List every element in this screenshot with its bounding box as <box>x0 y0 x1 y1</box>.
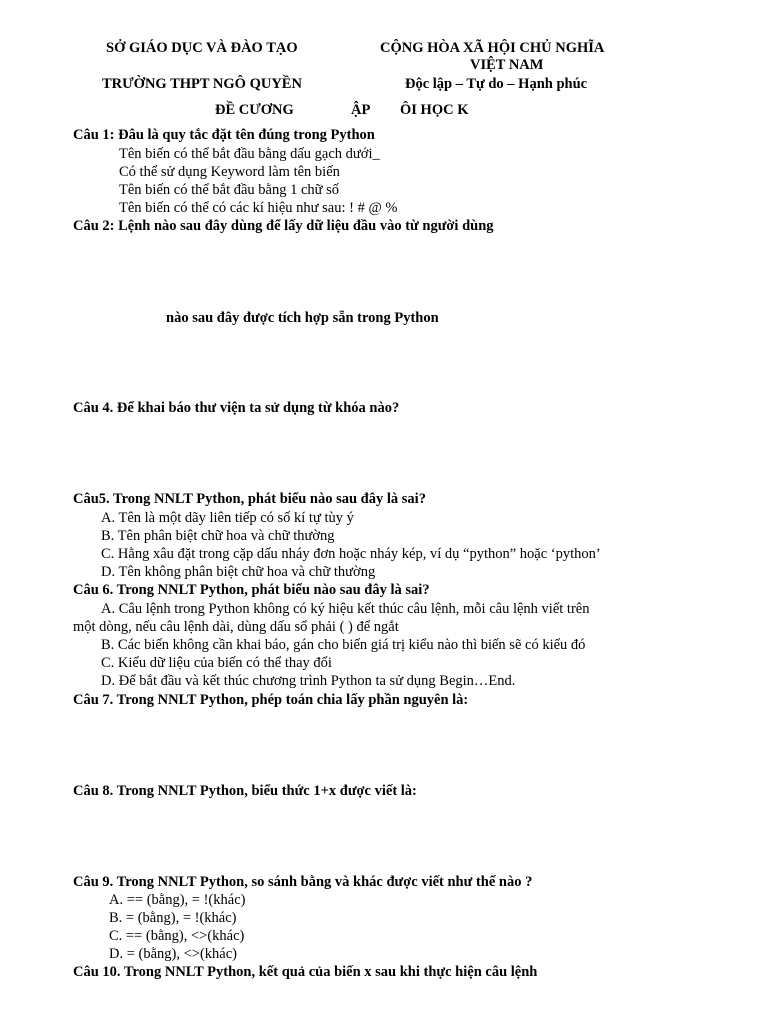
document-title-part2: ẬP <box>351 102 371 118</box>
question-5-option: C. Hằng xâu đặt trong cặp dấu nháy đơn hoặc nháy kép, ví dụ “python” hoặc ‘python’ <box>101 546 601 562</box>
question-5-option: A. Tên là một dãy liên tiếp có số kí tự tùy ý <box>101 510 354 526</box>
question-10-title: Câu 10. Trong NNLT Python, kết quả của biến x sau khi thực hiện câu lệnh <box>73 964 538 980</box>
document-title-part3: ÔI HỌC K <box>400 102 469 118</box>
question-6-option-a-continued: một dòng, nếu câu lệnh dài, dùng dấu sổ phải ( ) để ngắt <box>73 619 399 635</box>
national-motto: Độc lập – Tự do – Hạnh phúc <box>405 76 588 92</box>
national-title: CỘNG HÒA XÃ HỘI CHỦ NGHĨA <box>380 40 605 56</box>
question-3-title: nào sau đây được tích hợp sẵn trong Python <box>166 310 439 326</box>
department-name: SỞ GIÁO DỤC VÀ ĐÀO TẠO <box>106 40 298 56</box>
question-2-title: Câu 2: Lệnh nào sau đây dùng để lấy dữ liệu đầu vào từ người dùng <box>73 218 494 234</box>
question-1-title: Câu 1: Đâu là quy tắc đặt tên đúng trong Python <box>73 127 375 143</box>
question-1-option: Tên biến có thể có các kí hiệu như sau: ! # @ % <box>119 200 398 216</box>
question-9-option: D. = (bằng), <>(khác) <box>109 946 238 962</box>
question-9-option: A. == (bằng), = !(khác) <box>109 892 246 908</box>
question-4-title: Câu 4. Để khai báo thư viện ta sử dụng từ khóa nào? <box>73 400 400 416</box>
question-1-option: Có thể sử dụng Keyword làm tên biến <box>119 164 340 180</box>
question-6-option: C. Kiểu dữ liệu của biến có thể thay đổi <box>101 655 332 671</box>
school-name: TRƯỜNG THPT NGÔ QUYỀN <box>102 76 302 92</box>
question-8-title: Câu 8. Trong NNLT Python, biểu thức 1+x được viết là: <box>73 783 417 799</box>
question-6-title: Câu 6. Trong NNLT Python, phát biểu nào sau đây là sai? <box>73 582 430 598</box>
question-9-title: Câu 9. Trong NNLT Python, so sánh bằng và khác được viết như thế nào ? <box>73 874 533 890</box>
question-6-option: D. Để bắt đầu và kết thúc chương trình Python ta sử dụng Begin…End. <box>101 673 516 689</box>
question-9-option: C. == (bằng), <>(khác) <box>109 928 245 944</box>
national-title-line2: VIỆT NAM <box>470 57 544 73</box>
question-5-option: D. Tên không phân biệt chữ hoa và chữ thường <box>101 564 376 580</box>
question-6-option: B. Các biến không cần khai báo, gán cho biến giá trị kiểu nào thì biến sẽ có kiểu đó <box>101 637 586 653</box>
question-5-option: B. Tên phân biệt chữ hoa và chữ thường <box>101 528 335 544</box>
document-title-part1: ĐỀ CƯƠNG <box>215 102 294 118</box>
question-9-option: B. = (bằng), = !(khác) <box>109 910 237 926</box>
question-6-option-a: A. Câu lệnh trong Python không có ký hiệu kết thúc câu lệnh, mỗi câu lệnh viết trên <box>101 601 590 617</box>
question-1-option: Tên biến có thể bắt đầu bằng dấu gạch dưới_ <box>119 146 380 162</box>
question-5-title: Câu5. Trong NNLT Python, phát biểu nào sau đây là sai? <box>73 491 426 507</box>
question-1-option: Tên biến có thể bắt đầu bằng 1 chữ số <box>119 182 340 198</box>
question-7-title: Câu 7. Trong NNLT Python, phép toán chia lấy phần nguyên là: <box>73 692 469 708</box>
